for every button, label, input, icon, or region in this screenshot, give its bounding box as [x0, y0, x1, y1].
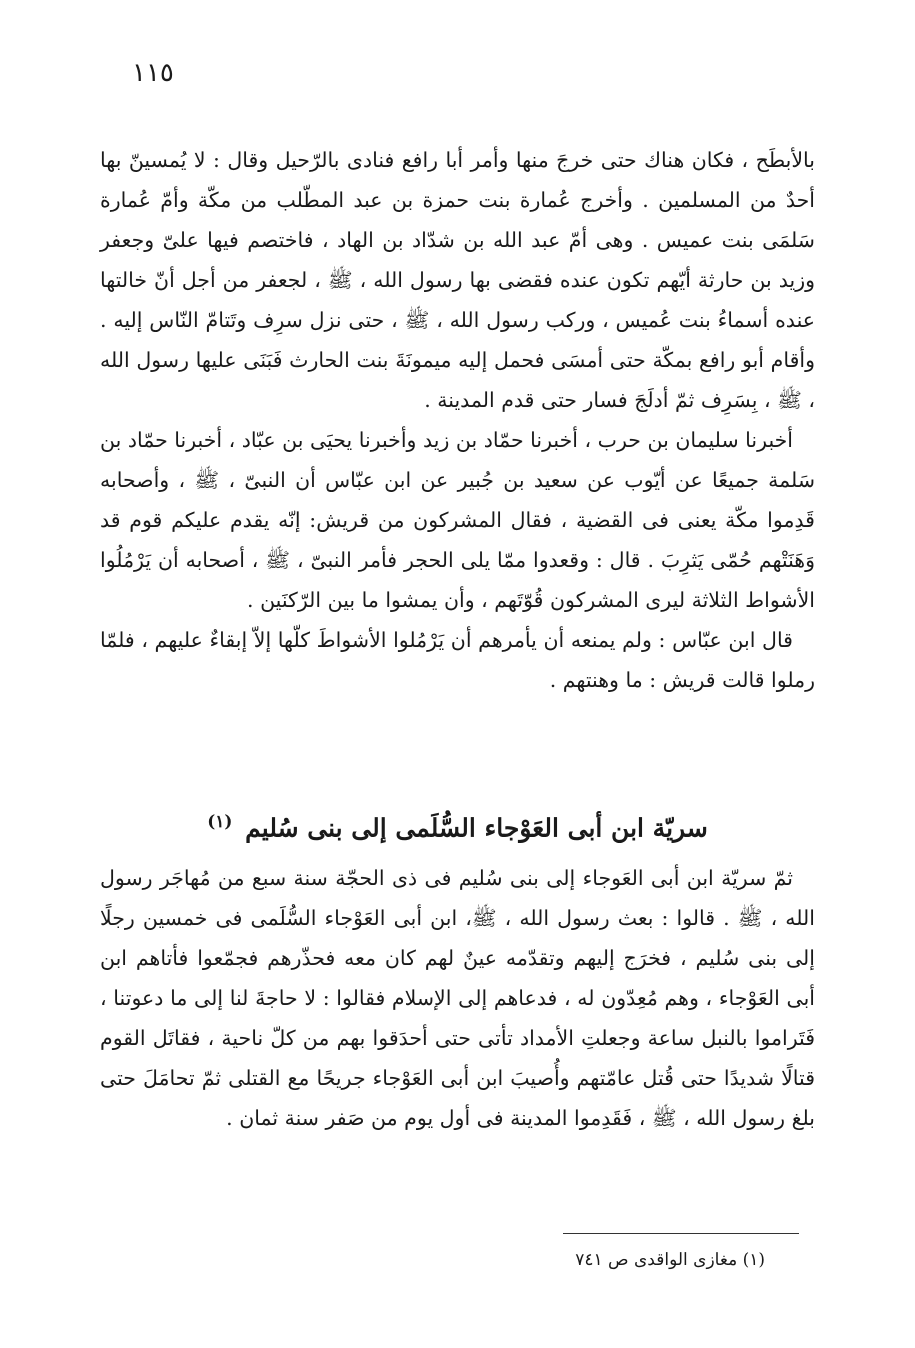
paragraph: بالأبطَح ، فكان هناك حتى خرجَ منها وأمر أبا رافع فنادى بالرّحيل وقال : لا يُمسينّ بها أحدٌ من المسلمين . وأخرج عُمارة بنت حمزة بن عبد المطّلب من مكّة وأمّ عُمارة سَلمَى بنت عميس . وهى أمّ عبد الله بن شدّاد بن الهاد ، فاختصم فيها علىّ وجعفر وزيد بن حارثة أيّهم تكون عنده فقضى بها رسول الله ، ﷺ ، لجعفر من أجل أنّ خالتها عنده أسماءُ بنت عُميس ، وركب رسول الله ، ﷺ ، حتى نزل سرِف وتَتامّ النّاس إليه . وأقام أبو رافع بمكّة حتى أمسَى فحمل إليه ميمونَةَ بنت الحارث فَبَنَى عليها رسول الله ، ﷺ ، بِسَرِف ثمّ أدلَجَ فسار حتى قدم المدينة . [100, 148, 815, 412]
paragraph: قال ابن عبّاس : ولم يمنعه أن يأمرهم أن يَرْمُلوا الأشواطَ كلّها إلاّ إبقاءٌ عليهم ، فلمّا رملوا قالت قريش : ما وهنتهم . [100, 628, 815, 692]
page-number: ١١٥ [132, 58, 174, 88]
section-heading-text: سريّة ابن أبى العَوْجاء السُّلَمى إلى بنى سُليم [245, 813, 708, 843]
paragraph: ثمّ سريّة ابن أبى العَوجاء إلى بنى سُليم فى ذى الحجّة سنة سبع من مُهاجَر رسول الله ، ﷺ . قالوا : بعث رسول الله ، ﷺ، ابن أبى العَوْجاء السُّلَمى فى خمسين رجلًا إلى بنى سُليم ، فخرَج إليهم وتقدّمه عينٌ لهم كان معه فحذّرهم فجمّعوا فأتاهم ابن أبى العَوْجاء ، وهم مُعِدّون له ، فدعاهم إلى الإسلام فقالوا : لا حاجةَ لنا إلى ما دعوتنا ، فَتَراموا بالنبل ساعة وجعلتِ الأمداد تأتى حتى أحدَقوا بهم من كلّ ناحية ، فقاتَل القوم قتالًا شديدًا حتى قُتل عامّتهم وأُصيبَ ابن أبى العَوْجاء جريحًا مع القتلى ثمّ تحامَلَ حتى بلغ رسول الله ، ﷺ ، فَقَدِموا المدينة فى أول يوم من صَفر سنة ثمان . [100, 866, 815, 1130]
body-text-section-one [100, 140, 815, 700]
footnote-divider [563, 1233, 799, 1234]
paragraph: أخبرنا سليمان بن حرب ، أخبرنا حمّاد بن زيد وأخبرنا يحيَى بن عبّاد ، أخبرنا حمّاد بن سَلمة جميعًا عن أيّوب عن سعيد بن جُبير عن ابن عبّاس أن النبىّ ، ﷺ ، وأصحابه قَدِموا مكّة يعنى فى القضية ، فقال المشركون من قريش: إنّه يقدم عليكم قوم قد وَهَنَتْهم حُمّى يَثرِبَ . قال : وقعدوا ممّا يلى الحجر فأمر النبىّ ، ﷺ ، أصحابه أن يَرْمُلُوا الأشواط الثلاثة ليرى المشركون قُوّتَهم ، وأن يمشوا ما بين الرّكنَين . [100, 428, 815, 612]
footnote-marker: (١) [207, 812, 233, 832]
section-heading [100, 800, 815, 850]
footnote: (١) مغازى الواقدى ص ٧٤١ [575, 1250, 765, 1270]
body-text-section-two [100, 858, 815, 1138]
